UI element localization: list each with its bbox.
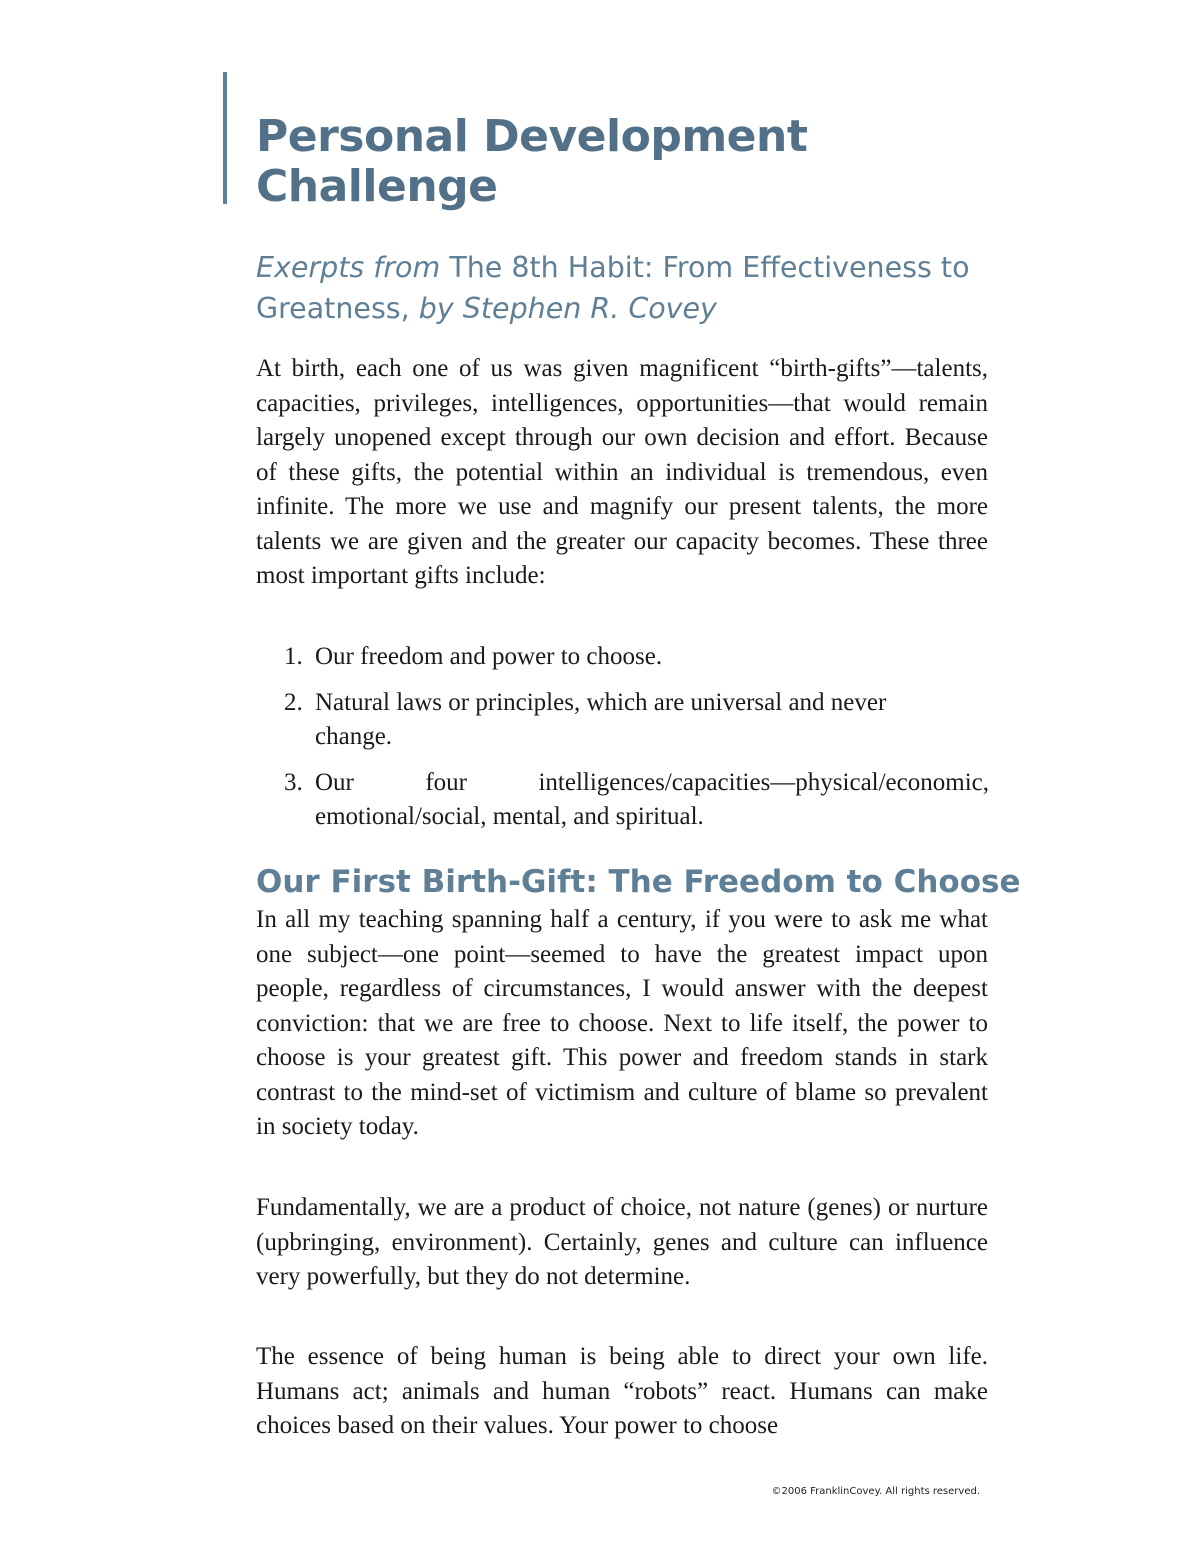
body-paragraph-3: The essence of being human is being able to direct your own life. Humans act; animals and human “robots” react. Humans can make choices based on their values. Your power to choose bbox=[256, 1343, 988, 1439]
body-paragraph-1: In all my teaching spanning half a century, if you were to ask me what one subject—one point—seemed to have the greatest impact upon people, regardless of circumstances, I would answer with the deepest conviction: that we are free to choose. Next to life itself, the power to choose is your greatest gift. This power and freedom stands in stark contrast to the mind-set of victimism and culture of blame so prevalent in society today. bbox=[256, 906, 988, 1140]
copyright-footer: ©2006 FranklinCovey. All rights reserved. bbox=[771, 1486, 980, 1497]
intro-paragraph: At birth, each one of us was given magnificent “birth-gifts”—talents, capacities, privileges, intelligences, opportunities—that would remain largely unopened except through our own decision and effort. Because of these gifts, the potential within an individual is tremendous, even infinite. The more we use and magnify our present talents, the more talents we are given and the greater our capacity becomes. These three most important gifts include: bbox=[256, 355, 988, 589]
list-item-number: 2. bbox=[284, 689, 303, 716]
subtitle-author: by Stephen R. Covey bbox=[418, 292, 717, 325]
list-item-number: 3. bbox=[284, 769, 303, 796]
list-item-text: Our freedom and power to choose. bbox=[315, 643, 663, 670]
list-item-text: Natural laws or principles, which are universal and never change. bbox=[315, 689, 887, 750]
list-item-number: 1. bbox=[284, 643, 303, 670]
title-line-2: Challenge bbox=[256, 161, 498, 212]
subtitle-book-title: The 8th Habit: From Effectiveness to Greatness, bbox=[256, 251, 970, 325]
subtitle bbox=[256, 247, 996, 329]
list-item bbox=[284, 640, 924, 674]
list-item bbox=[284, 766, 989, 834]
subtitle-prefix: Exerpts from bbox=[256, 251, 441, 284]
body-paragraph-2: Fundamentally, we are a product of choice, not nature (genes) or nurture (upbringing, environment). Certainly, genes and culture can influence very powerfully, but they do not determine. bbox=[256, 1194, 988, 1290]
list-item-text: Our four intelligences/capacities—physical/economic, emotional/social, mental, and spiritual. bbox=[315, 769, 989, 830]
title-accent-rule bbox=[223, 72, 227, 204]
page-title bbox=[256, 112, 1016, 212]
section-heading: Our First Birth-Gift: The Freedom to Choose bbox=[256, 864, 1021, 900]
title-line-1: Personal Development bbox=[256, 111, 808, 162]
list-item bbox=[284, 686, 924, 754]
gift-list bbox=[284, 640, 989, 846]
